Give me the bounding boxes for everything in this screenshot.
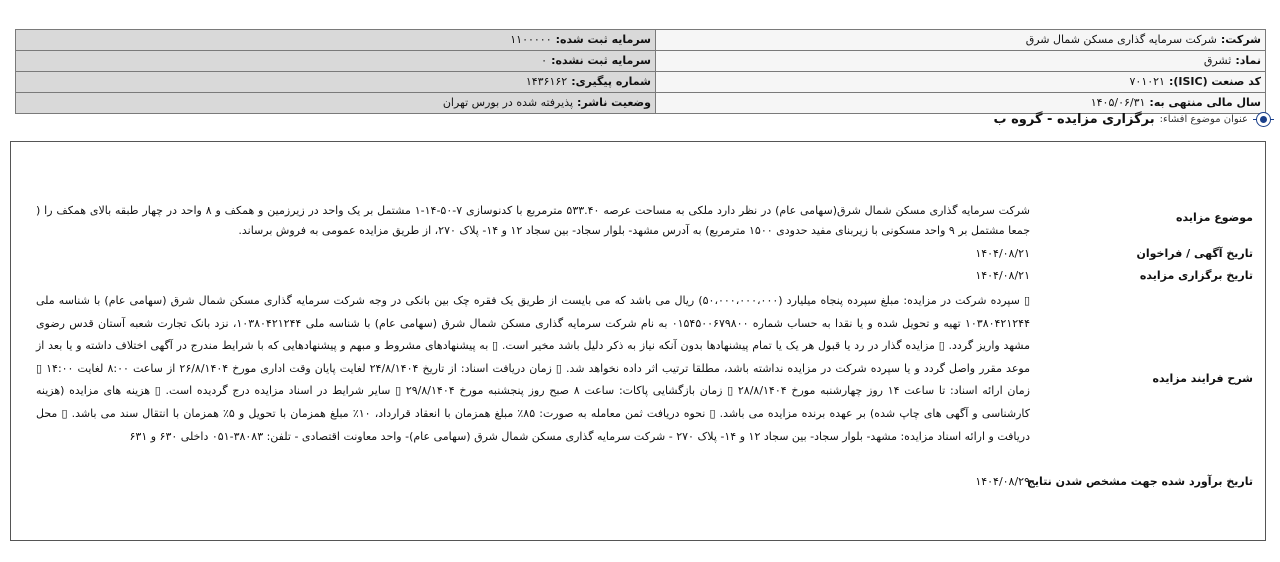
company-cell	[656, 30, 1266, 51]
info-row-company	[16, 30, 1266, 51]
symbol-cell	[656, 51, 1266, 72]
fiscal-year-label: سال مالی منتهی به:	[1149, 96, 1261, 109]
unregistered-capital-cell	[16, 51, 656, 72]
symbol-value: ثشرق	[1203, 54, 1232, 67]
publisher-status-cell	[16, 93, 656, 114]
disclosure-subject	[994, 108, 1274, 130]
isic-cell	[656, 72, 1266, 93]
subject-prefix: عنوان موضوع افشاء:	[1159, 113, 1248, 125]
unregistered-capital-label: سرمایه ثبت نشده:	[551, 54, 651, 67]
registered-capital-value: ۱۱۰۰۰۰۰	[510, 33, 552, 46]
tracking-value: ۱۴۳۶۱۶۲	[525, 75, 568, 88]
unregistered-capital-value: ۰	[541, 54, 548, 67]
publisher-status-label: وضعیت ناشر:	[577, 96, 651, 109]
holding-date-label: تاریخ برگزاری مزایده	[1139, 269, 1253, 282]
holding-date-value: ۱۴۰۴/۰۸/۲۱	[975, 269, 1030, 282]
isic-value: ۷۰۱۰۲۱	[1129, 75, 1165, 88]
results-date-value: ۱۴۰۴/۰۸/۲۹	[975, 475, 1030, 488]
auction-details-box	[10, 141, 1266, 541]
info-row-isic	[16, 72, 1266, 93]
isic-label: کد صنعت (ISIC):	[1168, 75, 1261, 88]
info-row-symbol	[16, 51, 1266, 72]
company-value: شرکت سرمایه گذاری مسکن شمال شرق	[1025, 33, 1217, 46]
publisher-status-value: پذیرفته شده در بورس تهران	[442, 96, 574, 109]
auction-subject-value: شرکت سرمایه گذاری مسکن شمال شرق(سهامی عام) در نظر دارد ملکی به مساحت عرصه ۵۳۳.۴۰ مترمربع با کدنوسازی ۷-۵۰-۱۴-۱ مشتمل بر یک واحد در زیرزمین و همکف و ۸ واحد در چهار طبقه بالای همکف را ( جمعا مشتمل بر ۹ واحد مسکونی با زیربنای مفید حدودی ۱۵۰۰ مترمربع) به آدرس مشهد- بلوار سجاد- بین سجاد ۱۲ و ۱۴- پلاک ۲۷۰، از طریق مزایده عمومی به فروش برساند.	[36, 204, 1030, 237]
process-value: ▯ سپرده شرکت در مزایده: مبلغ سپرده پنجاه میلیارد (۵۰،۰۰۰،۰۰۰،۰۰۰) ریال می باشد که می بایست از طریق یک فقره چک بین بانکی در وجه شرکت سرمایه گذاری مسکن شمال شرق (سهامی عام) با شناسه ملی ۱۰۳۸۰۴۲۱۲۴۴ تهیه و تحویل شده و یا نقدا به حساب شماره ۰۱۵۴۵۰۰۶۷۹۸۰۰ به نام شرکت سرمایه گذاری مسکن شمال شرق (سهامی عام) با شناسه ملی ۱۰۳۸۰۴۲۱۲۴۴، نزد بانک تجارت شعبه آستان قدس رضوی مشهد واریز گردد. ▯ مزایده گذار در رد یا قبول هر یک یا تمام پیشنهادها بدون آنکه نیاز به ذکر دلیل باشد مخیر است. ▯ به پیشنهادهای مشروط و مبهم و پیشنهادهایی که با شرایط مندرج در آگهی اختلاف داشته و یا بعد از موعد مقرر واصل گردد و یا سپرده شرکت در مزایده نداشته باشد، مطلقا ترتیب اثر داده نخواهد شد. ▯ زمان دریافت اسناد: از تاریخ ۲۴/۸/۱۴۰۴ لغایت پایان وقت اداری مورخ ۲۶/۸/۱۴۰۴ از ساعت ۸:۰۰ لغایت ۱۴:۰۰ ▯ زمان ارائه اسناد: تا ساعت ۱۴ روز چهارشنبه مورخ ۲۸/۸/۱۴۰۴ ▯ زمان بازگشایی پاکات: ساعت ۸ صبح روز پنجشنبه مورخ ۲۹/۸/۱۴۰۴ ▯ سایر شرایط در اسناد مزایده درج گردیده است. ▯ هزینه های مزایده (هزینه کارشناسی و آگهی های چاپ شده) بر عهده برنده مزایده می باشد. ▯ نحوه دریافت ثمن معامله به صورت: ۸۵٪ مبلغ همزمان با انعقاد قرارداد، ۱۰٪ مبلغ همزمان با تحویل و ۵٪ همزمان با انتقال سند می باشد. ▯ محل دریافت و ارائه اسناد مزایده: مشهد- بلوار سجاد- بین سجاد ۱۲ و ۱۴- پلاک ۲۷۰ - شرکت سرمایه گذاری مسکن شمال شرق (سهامی عام)- واحد معاونت اقتصادی - تلفن: ۳۸۰۸۳-۰۵۱ داخلی ۶۳۰ و ۶۳۱	[36, 294, 1030, 443]
results-date-label: تاریخ برآورد شده جهت مشخص شدن نتایج	[1027, 475, 1253, 488]
tracking-label: شماره پیگیری:	[571, 75, 651, 88]
ad-date-value: ۱۴۰۴/۰۸/۲۱	[975, 247, 1030, 260]
symbol-label: نماد:	[1235, 54, 1261, 67]
fiscal-year-value: ۱۴۰۵/۰۶/۳۱	[1090, 96, 1146, 109]
ad-date-label: تاریخ آگهی / فراخوان	[1136, 247, 1253, 260]
radio-bullet-icon	[1253, 109, 1274, 130]
registered-capital-cell	[16, 30, 656, 51]
registered-capital-label: سرمایه ثبت شده:	[555, 33, 651, 46]
process-label: شرح فرایند مزایده	[1152, 372, 1253, 385]
auction-subject-label: موضوع مزایده	[1176, 211, 1253, 224]
tracking-cell	[16, 72, 656, 93]
company-label: شرکت:	[1220, 33, 1261, 46]
company-info-table	[15, 29, 1266, 114]
subject-title: برگزاری مزایده - گروه ب	[993, 111, 1155, 127]
